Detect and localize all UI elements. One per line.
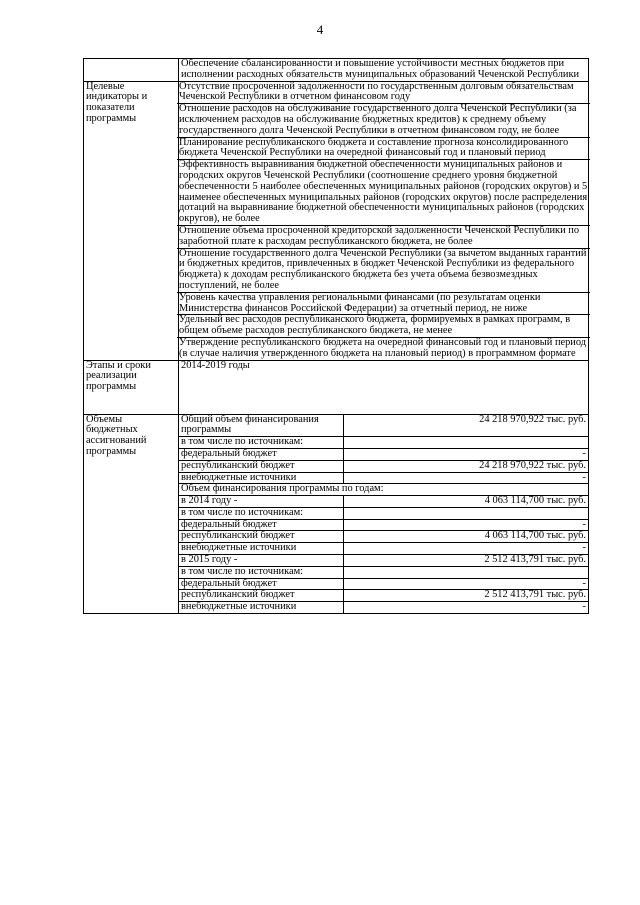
funding-source-name: внебюджетные источники xyxy=(179,602,344,613)
indicator-item: Уровень качества управления региональными финансами (по результатам оценки Министерства финансов Российской Федерации) за отчетный период, не ниже xyxy=(177,293,590,316)
funding-amount: 4 063 114,700 тыс. руб. xyxy=(344,531,589,543)
funding-table-row xyxy=(179,602,588,613)
funding-amount: - xyxy=(344,519,589,531)
indicator-item: Удельный вес расходов республиканского бюджета, формируемых в рамках программ, в общем объеме расходов республиканского бюджета, не менее xyxy=(177,315,590,338)
funding-table-row xyxy=(179,590,588,602)
funding-table-row xyxy=(179,531,588,543)
funding-source-name: республиканский бюджет xyxy=(179,460,344,472)
indicator-item: Отношение государственного долга Чеченской Республики (за вычетом выданных гарантий и бюджетных кредитов, привлеченных в бюджет Чеченской Республики из федерального бюджета) к доходам республиканского бюджета без учета объема безвозмездных поступлений, не более xyxy=(177,249,590,293)
indicator-item: Утверждение республиканского бюджета на очередной финансовый год и плановый период (в случае наличия утвержденного бюджета на плановый период) в программном формате xyxy=(179,336,587,359)
funding-amount xyxy=(344,437,589,449)
funding-row xyxy=(84,414,589,614)
funding-source-name: внебюджетные источники xyxy=(179,543,344,555)
funding-amount: - xyxy=(582,601,586,613)
funding-section-heading: Объем финансирования программы по годам: xyxy=(179,484,588,496)
funding-source-name: республиканский бюджет xyxy=(179,590,344,602)
funding-source-name: республиканский бюджет xyxy=(179,531,344,543)
funding-table-row xyxy=(179,437,588,449)
funding-amount: - xyxy=(344,543,589,555)
indicators-row xyxy=(84,81,589,360)
funding-amount: 2 512 413,791 тыс. руб. xyxy=(344,590,589,602)
stages-row xyxy=(84,360,589,414)
funding-table-row xyxy=(179,578,588,590)
indicator-item: Эффективность выравнивания бюджетной обеспеченности муниципальных районов и городских округов Чеченской Республики (соотношение среднего уровня бюджетной обеспеченности 5 наиболее обеспеченных муниципальных районов (городских округов) и 5 наименее обеспеченных муниципальных районов (городских округов) после распределения дотаций на выравнивание бюджетной обеспеченности муниципальных районов (городских округов), не более xyxy=(177,160,590,226)
stages-value: 2014-2019 годы xyxy=(179,360,589,414)
funding-label: Объемы бюджетных ассигнований программы xyxy=(84,414,179,614)
funding-source-name: Общий объем финансирования программы xyxy=(179,415,344,437)
indicator-item: Планирование республиканского бюджета и составление прогноза консолидированного бюджета Чеченской Республики на очередной финансовый год и плановый период xyxy=(177,138,590,161)
funding-table xyxy=(179,415,588,614)
funding-table-row xyxy=(179,555,588,567)
funding-amount: 4 063 114,700 тыс. руб. xyxy=(344,496,589,508)
funding-source-name: в том числе по источникам: xyxy=(179,437,344,449)
funding-table-row xyxy=(179,507,588,519)
funding-amount: 24 218 970,922 тыс. руб. xyxy=(344,415,589,437)
top-row-label-cell xyxy=(84,59,179,82)
funding-source-name: федеральный бюджет xyxy=(179,448,344,460)
funding-table-row xyxy=(179,496,588,508)
funding-amount: 24 218 970,922 тыс. руб. xyxy=(344,460,589,472)
funding-source-name: в 2015 году - xyxy=(179,555,344,567)
funding-table-row xyxy=(179,566,588,578)
funding-source-name: в том числе по источникам: xyxy=(179,507,344,519)
funding-cell xyxy=(179,414,589,614)
program-passport-table xyxy=(83,58,589,614)
indicator-item: Отношение расходов на обслуживание государственного долга Чеченской Республики (за исключением расходов на обслуживание бюджетных кредитов) к среднему объему государственного долга Чеченской Республики в отчетном финансовом году, не более xyxy=(177,104,590,137)
page-number: 4 xyxy=(316,22,324,37)
top-row xyxy=(84,59,589,82)
funding-amount: 2 512 413,791 тыс. руб. xyxy=(344,555,589,567)
funding-source-name: в том числе по источникам: xyxy=(179,566,344,578)
funding-table-row xyxy=(179,460,588,472)
indicators-label: Целевые индикаторы и показатели программы xyxy=(84,81,179,360)
funding-table-row xyxy=(179,484,588,496)
funding-table-row xyxy=(179,415,588,437)
funding-source-name: в 2014 году - xyxy=(179,496,344,508)
funding-table-row xyxy=(179,519,588,531)
funding-amount: - xyxy=(344,448,589,460)
top-row-text: Обеспечение сбалансированности и повышение устойчивости местных бюджетов при исполнении расходных обязательств муниципальных образований Чеченской Республики xyxy=(179,59,589,82)
funding-table-row xyxy=(179,448,588,460)
indicator-item: Отношение объема просроченной кредиторской задолженности Чеченской Республики по заработной плате к расходам республиканского бюджета, не более xyxy=(177,226,590,249)
funding-source-name: федеральный бюджет xyxy=(179,578,344,590)
indicator-item: Отсутствие просроченной задолженности по государственным долговым обязательствам Чеченской Республики в отчетном финансовом году xyxy=(177,82,590,105)
stages-label: Этапы и сроки реализации программы xyxy=(84,360,179,414)
funding-table-row xyxy=(179,543,588,555)
funding-amount: - xyxy=(344,578,589,590)
funding-amount: - xyxy=(344,472,589,484)
funding-source-name: внебюджетные источники xyxy=(179,472,344,484)
funding-source-name: федеральный бюджет xyxy=(179,519,344,531)
funding-amount xyxy=(344,507,589,519)
funding-amount xyxy=(344,566,589,578)
indicators-list xyxy=(179,81,589,360)
funding-table-row xyxy=(179,472,588,484)
